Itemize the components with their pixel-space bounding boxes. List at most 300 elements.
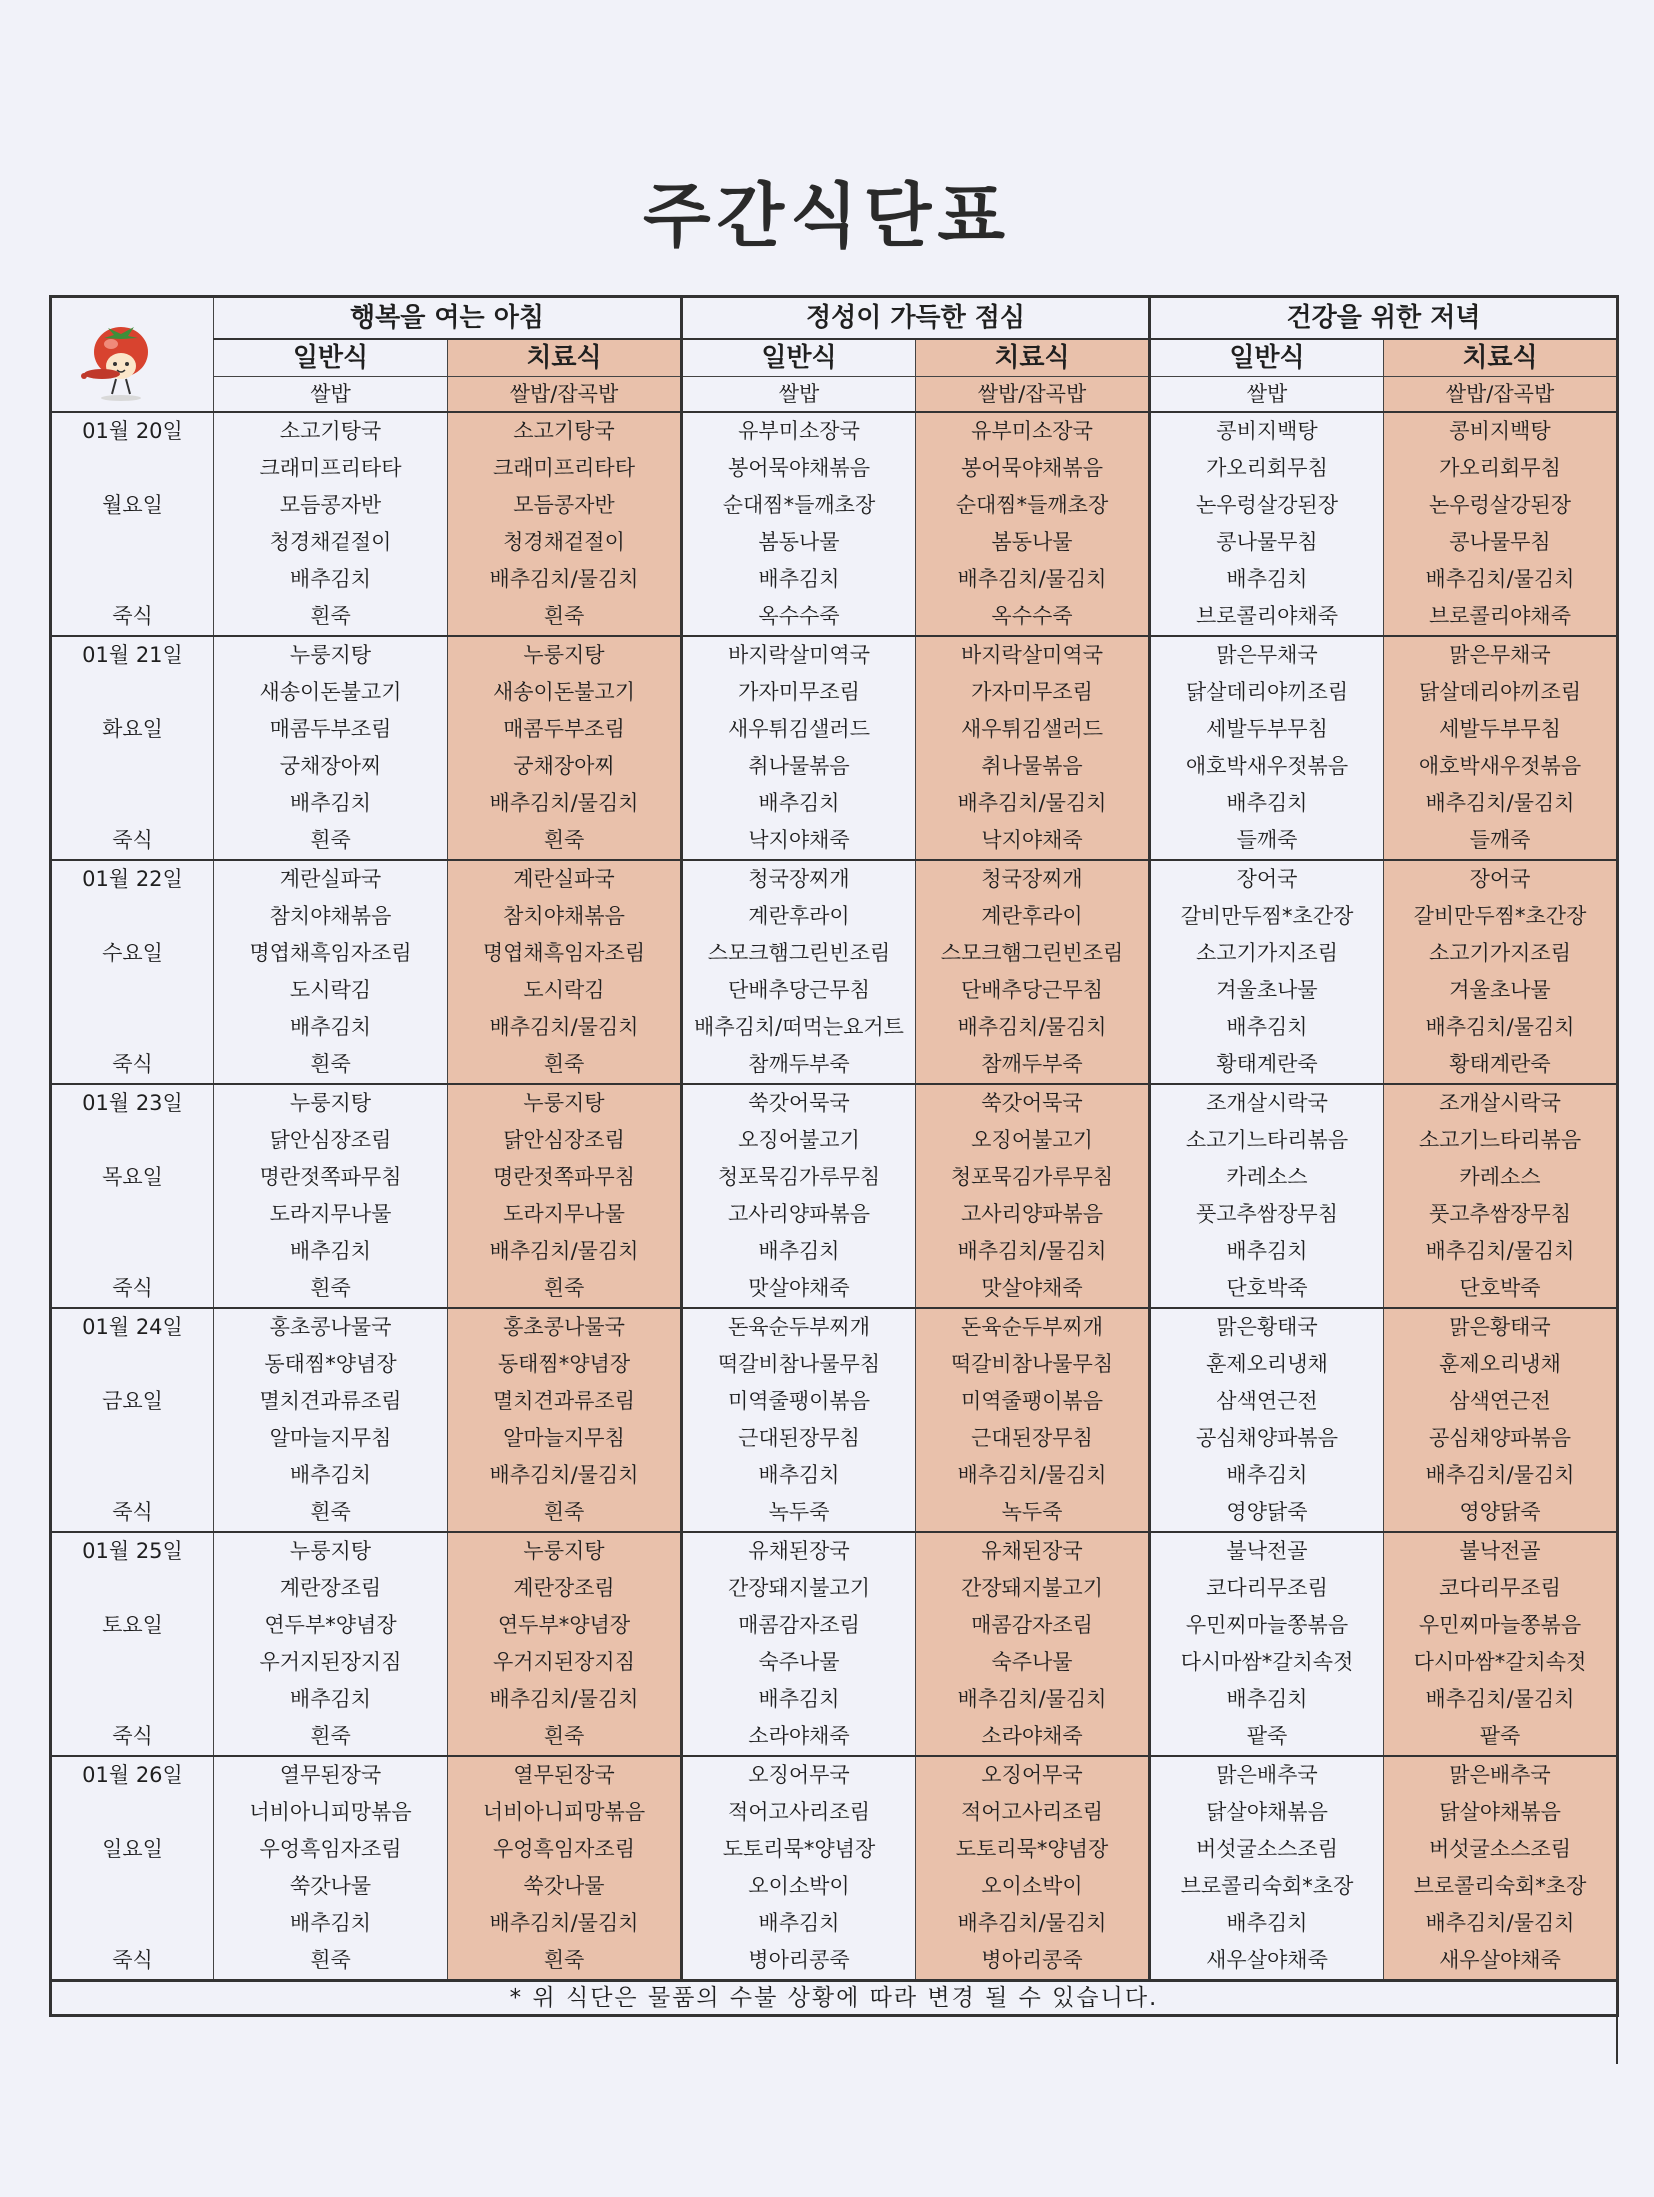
- porridge-label: 죽식: [51, 822, 214, 860]
- weekday-label: 토요일: [51, 1607, 214, 1644]
- regular-menu-item: 크래미프리타타: [214, 450, 448, 487]
- regular-menu-item: 단배추당근무침: [682, 972, 916, 1009]
- regular-menu-item: 배추김치: [682, 785, 916, 822]
- blank-label-cell: [51, 1457, 214, 1494]
- regular-menu-item: 새송이돈불고기: [214, 674, 448, 711]
- menu-row: [51, 1681, 1618, 1718]
- blank-label-cell: [51, 674, 214, 711]
- therapeutic-menu-item: 소라야채죽: [916, 1718, 1150, 1756]
- therapeutic-menu-item: 홍초콩나물국: [448, 1308, 682, 1346]
- blank-label-cell: [51, 1196, 214, 1233]
- therapeutic-menu-item: 카레소스: [1384, 1159, 1618, 1196]
- menu-row: [51, 1196, 1618, 1233]
- therapeutic-menu-item: 배추김치/물김치: [916, 1457, 1150, 1494]
- therapeutic-menu-item: 삼색연근전: [1384, 1383, 1618, 1420]
- regular-menu-item: 훈제오리냉채: [1150, 1346, 1384, 1383]
- menu-row: [51, 1457, 1618, 1494]
- rice-regular: 쌀밥: [1150, 377, 1384, 413]
- regular-menu-item: 근대된장무침: [682, 1420, 916, 1457]
- therapeutic-menu-item: 공심채양파볶음: [1384, 1420, 1618, 1457]
- regular-menu-item: 흰죽: [214, 1494, 448, 1532]
- regular-menu-item: 팥죽: [1150, 1718, 1384, 1756]
- regular-menu-item: 유채된장국: [682, 1532, 916, 1570]
- menu-row: [51, 1420, 1618, 1457]
- therapeutic-menu-item: 닭살데리야끼조림: [1384, 674, 1618, 711]
- regular-menu-item: 동태찜*양념장: [214, 1346, 448, 1383]
- therapeutic-menu-item: 영양닭죽: [1384, 1494, 1618, 1532]
- meal-header-breakfast: 행복을 여는 아침: [214, 297, 682, 340]
- therapeutic-menu-item: 가자미무조림: [916, 674, 1150, 711]
- weekday-label: 금요일: [51, 1383, 214, 1420]
- therapeutic-menu-item: 청국장찌개: [916, 860, 1150, 898]
- therapeutic-menu-item: 불낙전골: [1384, 1532, 1618, 1570]
- porridge-label: 죽식: [51, 1494, 214, 1532]
- regular-menu-item: 청경채겉절이: [214, 524, 448, 561]
- regular-menu-item: 흰죽: [214, 1270, 448, 1308]
- regular-menu-item: 들깨죽: [1150, 822, 1384, 860]
- regular-menu-item: 배추김치: [682, 1457, 916, 1494]
- blank-label-cell: [51, 1681, 214, 1718]
- regular-menu-item: 황태계란죽: [1150, 1046, 1384, 1084]
- regular-menu-item: 쑥갓어묵국: [682, 1084, 916, 1122]
- therapeutic-menu-item: 팥죽: [1384, 1718, 1618, 1756]
- meal-header-row: [51, 297, 1618, 340]
- therapeutic-menu-item: 도라지무나물: [448, 1196, 682, 1233]
- regular-menu-item: 오이소박이: [682, 1868, 916, 1905]
- rice-regular: 쌀밥: [214, 377, 448, 413]
- therapeutic-menu-item: 브로콜리야채죽: [1384, 598, 1618, 636]
- regular-menu-item: 홍초콩나물국: [214, 1308, 448, 1346]
- regular-menu-item: 가오리회무침: [1150, 450, 1384, 487]
- regular-menu-item: 돈육순두부찌개: [682, 1308, 916, 1346]
- regular-menu-item: 병아리콩죽: [682, 1942, 916, 1981]
- menu-row: [51, 1570, 1618, 1607]
- therapeutic-menu-item: 닭살야채볶음: [1384, 1794, 1618, 1831]
- therapeutic-menu-item: 흰죽: [448, 1718, 682, 1756]
- therapeutic-menu-item: 옥수수죽: [916, 598, 1150, 636]
- therapeutic-menu-item: 흰죽: [448, 1270, 682, 1308]
- therapeutic-menu-item: 황태계란죽: [1384, 1046, 1618, 1084]
- blank-label-cell: [51, 748, 214, 785]
- menu-row: [51, 972, 1618, 1009]
- regular-menu-item: 고사리양파볶음: [682, 1196, 916, 1233]
- regular-menu-item: 맑은무채국: [1150, 636, 1384, 674]
- regular-menu-item: 영양닭죽: [1150, 1494, 1384, 1532]
- diet-type-row: [51, 339, 1618, 377]
- regular-menu-item: 배추김치: [214, 1457, 448, 1494]
- therapeutic-menu-item: 다시마쌈*갈치속젓: [1384, 1644, 1618, 1681]
- regular-menu-item: 세발두부무침: [1150, 711, 1384, 748]
- menu-row: [51, 1046, 1618, 1084]
- therapeutic-menu-item: 세발두부무침: [1384, 711, 1618, 748]
- therapeutic-menu-item: 취나물볶음: [916, 748, 1150, 785]
- therapeutic-menu-item: 배추김치/물김치: [1384, 1233, 1618, 1270]
- regular-menu-item: 닭안심장조림: [214, 1122, 448, 1159]
- menu-row: [51, 785, 1618, 822]
- menu-row: [51, 1159, 1618, 1196]
- menu-row: [51, 1831, 1618, 1868]
- date-label: 01월 24일: [51, 1308, 214, 1346]
- regular-menu-item: 소고기느타리볶음: [1150, 1122, 1384, 1159]
- therapeutic-menu-item: 새우튀김샐러드: [916, 711, 1150, 748]
- therapeutic-menu-item: 흰죽: [448, 822, 682, 860]
- therapeutic-menu-item: 참치야채볶음: [448, 898, 682, 935]
- regular-menu-item: 간장돼지불고기: [682, 1570, 916, 1607]
- footnote: * 위 식단은 물품의 수불 상황에 따라 변경 될 수 있습니다.: [51, 1981, 1618, 2016]
- regular-menu-item: 매콤감자조림: [682, 1607, 916, 1644]
- therapeutic-menu-item: 배추김치/물김치: [916, 1905, 1150, 1942]
- footnote-row: [51, 1981, 1618, 2016]
- therapeutic-menu-item: 오이소박이: [916, 1868, 1150, 1905]
- regular-menu-item: 우엉흑임자조림: [214, 1831, 448, 1868]
- blank-label-cell: [51, 1794, 214, 1831]
- therapeutic-menu-item: 멸치견과류조림: [448, 1383, 682, 1420]
- page-edge-line: [1616, 1990, 1618, 2064]
- regular-menu-item: 배추김치: [214, 561, 448, 598]
- regular-menu-item: 명란젓쪽파무침: [214, 1159, 448, 1196]
- date-label: 01월 23일: [51, 1084, 214, 1122]
- menu-row: [51, 860, 1618, 898]
- therapeutic-menu-item: 맑은무채국: [1384, 636, 1618, 674]
- therapeutic-menu-item: 흰죽: [448, 1046, 682, 1084]
- regular-menu-item: 누룽지탕: [214, 636, 448, 674]
- therapeutic-menu-item: 배추김치/물김치: [1384, 1905, 1618, 1942]
- regular-menu-item: 배추김치: [214, 1009, 448, 1046]
- weekday-label: 화요일: [51, 711, 214, 748]
- regular-menu-item: 도시락김: [214, 972, 448, 1009]
- diet-type-therapeutic: 치료식: [448, 339, 682, 377]
- therapeutic-menu-item: 조개살시락국: [1384, 1084, 1618, 1122]
- therapeutic-menu-item: 도토리묵*양념장: [916, 1831, 1150, 1868]
- meal-header-dinner: 건강을 위한 저녁: [1150, 297, 1618, 340]
- diet-type-regular: 일반식: [214, 339, 448, 377]
- therapeutic-menu-item: 콩비지백탕: [1384, 412, 1618, 450]
- regular-menu-item: 새우튀김샐러드: [682, 711, 916, 748]
- therapeutic-menu-item: 누룽지탕: [448, 1532, 682, 1570]
- therapeutic-menu-item: 맛살야채죽: [916, 1270, 1150, 1308]
- menu-row: [51, 1084, 1618, 1122]
- menu-row: [51, 898, 1618, 935]
- therapeutic-menu-item: 오징어불고기: [916, 1122, 1150, 1159]
- therapeutic-menu-item: 배추김치/물김치: [448, 785, 682, 822]
- menu-row: [51, 1942, 1618, 1981]
- regular-menu-item: 배추김치: [682, 1681, 916, 1718]
- therapeutic-menu-item: 누룽지탕: [448, 1084, 682, 1122]
- regular-menu-item: 명엽채흑임자조림: [214, 935, 448, 972]
- therapeutic-menu-item: 들깨죽: [1384, 822, 1618, 860]
- therapeutic-menu-item: 흰죽: [448, 1494, 682, 1532]
- therapeutic-menu-item: 명엽채흑임자조림: [448, 935, 682, 972]
- therapeutic-menu-item: 미역줄팽이볶음: [916, 1383, 1150, 1420]
- regular-menu-item: 바지락살미역국: [682, 636, 916, 674]
- therapeutic-menu-item: 알마늘지무침: [448, 1420, 682, 1457]
- therapeutic-menu-item: 논우렁살강된장: [1384, 487, 1618, 524]
- logo-cell: [51, 297, 214, 413]
- therapeutic-menu-item: 배추김치/물김치: [1384, 1681, 1618, 1718]
- rice-regular: 쌀밥: [682, 377, 916, 413]
- therapeutic-menu-item: 버섯굴소스조림: [1384, 1831, 1618, 1868]
- regular-menu-item: 연두부*양념장: [214, 1607, 448, 1644]
- blank-label-cell: [51, 972, 214, 1009]
- regular-menu-item: 누룽지탕: [214, 1084, 448, 1122]
- menu-row: [51, 1905, 1618, 1942]
- therapeutic-menu-item: 돈육순두부찌개: [916, 1308, 1150, 1346]
- therapeutic-menu-item: 배추김치/물김치: [1384, 785, 1618, 822]
- regular-menu-item: 소라야채죽: [682, 1718, 916, 1756]
- regular-menu-item: 유부미소장국: [682, 412, 916, 450]
- therapeutic-menu-item: 배추김치/물김치: [1384, 561, 1618, 598]
- therapeutic-menu-item: 배추김치/물김치: [448, 1233, 682, 1270]
- therapeutic-menu-item: 매콤감자조림: [916, 1607, 1150, 1644]
- blank-label-cell: [51, 1346, 214, 1383]
- regular-menu-item: 애호박새우젓볶음: [1150, 748, 1384, 785]
- weekly-menu-table: [49, 295, 1619, 2017]
- therapeutic-menu-item: 스모크햄그린빈조림: [916, 935, 1150, 972]
- blank-label-cell: [51, 1868, 214, 1905]
- rice-therapeutic: 쌀밥/잡곡밥: [448, 377, 682, 413]
- therapeutic-menu-item: 크래미프리타타: [448, 450, 682, 487]
- regular-menu-item: 논우렁살강된장: [1150, 487, 1384, 524]
- menu-row: [51, 1756, 1618, 1794]
- blank-label-cell: [51, 1122, 214, 1159]
- regular-menu-item: 우민찌마늘쫑볶음: [1150, 1607, 1384, 1644]
- diet-type-therapeutic: 치료식: [916, 339, 1150, 377]
- therapeutic-menu-item: 맑은배추국: [1384, 1756, 1618, 1794]
- therapeutic-menu-item: 누룽지탕: [448, 636, 682, 674]
- regular-menu-item: 흰죽: [214, 1942, 448, 1981]
- regular-menu-item: 겨울초나물: [1150, 972, 1384, 1009]
- therapeutic-menu-item: 소고기가지조림: [1384, 935, 1618, 972]
- therapeutic-menu-item: 청경채겉절이: [448, 524, 682, 561]
- blank-label-cell: [51, 450, 214, 487]
- menu-row: [51, 1308, 1618, 1346]
- menu-row: [51, 1122, 1618, 1159]
- blank-label-cell: [51, 1644, 214, 1681]
- regular-menu-item: 누룽지탕: [214, 1532, 448, 1570]
- regular-menu-item: 버섯굴소스조림: [1150, 1831, 1384, 1868]
- therapeutic-menu-item: 배추김치/물김치: [448, 1457, 682, 1494]
- therapeutic-menu-item: 흰죽: [448, 1942, 682, 1981]
- therapeutic-menu-item: 배추김치/물김치: [916, 1009, 1150, 1046]
- regular-menu-item: 맑은황태국: [1150, 1308, 1384, 1346]
- weekday-label: 수요일: [51, 935, 214, 972]
- date-label: 01월 22일: [51, 860, 214, 898]
- therapeutic-menu-item: 명란젓쪽파무침: [448, 1159, 682, 1196]
- regular-menu-item: 배추김치: [214, 1681, 448, 1718]
- therapeutic-menu-item: 브로콜리숙회*초장: [1384, 1868, 1618, 1905]
- regular-menu-item: 열무된장국: [214, 1756, 448, 1794]
- regular-menu-item: 맛살야채죽: [682, 1270, 916, 1308]
- regular-menu-item: 스모크햄그린빈조림: [682, 935, 916, 972]
- regular-menu-item: 숙주나물: [682, 1644, 916, 1681]
- therapeutic-menu-item: 낙지야채죽: [916, 822, 1150, 860]
- regular-menu-item: 배추김치: [1150, 1009, 1384, 1046]
- regular-menu-item: 코다리무조림: [1150, 1570, 1384, 1607]
- therapeutic-menu-item: 겨울초나물: [1384, 972, 1618, 1009]
- regular-menu-item: 오징어불고기: [682, 1122, 916, 1159]
- menu-row: [51, 1532, 1618, 1570]
- therapeutic-menu-item: 단호박죽: [1384, 1270, 1618, 1308]
- regular-menu-item: 삼색연근전: [1150, 1383, 1384, 1420]
- therapeutic-menu-item: 배추김치/물김치: [916, 1233, 1150, 1270]
- therapeutic-menu-item: 떡갈비참나물무침: [916, 1346, 1150, 1383]
- diet-type-therapeutic: 치료식: [1384, 339, 1618, 377]
- menu-row: [51, 1009, 1618, 1046]
- therapeutic-menu-item: 우민찌마늘쫑볶음: [1384, 1607, 1618, 1644]
- therapeutic-menu-item: 너비아니피망볶음: [448, 1794, 682, 1831]
- regular-menu-item: 배추김치: [214, 1905, 448, 1942]
- regular-menu-item: 흰죽: [214, 1718, 448, 1756]
- regular-menu-item: 오징어무국: [682, 1756, 916, 1794]
- regular-menu-item: 소고기가지조림: [1150, 935, 1384, 972]
- therapeutic-menu-item: 봉어묵야채볶음: [916, 450, 1150, 487]
- therapeutic-menu-item: 배추김치/물김치: [448, 1009, 682, 1046]
- therapeutic-menu-item: 계란실파국: [448, 860, 682, 898]
- therapeutic-menu-item: 봄동나물: [916, 524, 1150, 561]
- therapeutic-menu-item: 풋고추쌈장무침: [1384, 1196, 1618, 1233]
- menu-row: [51, 822, 1618, 860]
- menu-row: [51, 1383, 1618, 1420]
- therapeutic-menu-item: 근대된장무침: [916, 1420, 1150, 1457]
- therapeutic-menu-item: 연두부*양념장: [448, 1607, 682, 1644]
- therapeutic-menu-item: 배추김치/물김치: [916, 785, 1150, 822]
- regular-menu-item: 콩비지백탕: [1150, 412, 1384, 450]
- therapeutic-menu-item: 우거지된장지짐: [448, 1644, 682, 1681]
- regular-menu-item: 카레소스: [1150, 1159, 1384, 1196]
- regular-menu-item: 참치야채볶음: [214, 898, 448, 935]
- regular-menu-item: 배추김치: [214, 785, 448, 822]
- regular-menu-item: 배추김치: [214, 1233, 448, 1270]
- therapeutic-menu-item: 유채된장국: [916, 1532, 1150, 1570]
- regular-menu-item: 풋고추쌈장무침: [1150, 1196, 1384, 1233]
- therapeutic-menu-item: 순대찜*들깨초장: [916, 487, 1150, 524]
- regular-menu-item: 우거지된장지짐: [214, 1644, 448, 1681]
- therapeutic-menu-item: 적어고사리조림: [916, 1794, 1150, 1831]
- menu-row: [51, 450, 1618, 487]
- regular-menu-item: 모듬콩자반: [214, 487, 448, 524]
- tomato-mascot-icon: [66, 314, 176, 404]
- therapeutic-menu-item: 배추김치/물김치: [448, 1681, 682, 1718]
- blank-label-cell: [51, 1905, 214, 1942]
- menu-row: [51, 598, 1618, 636]
- menu-row: [51, 561, 1618, 598]
- therapeutic-menu-item: 맑은황태국: [1384, 1308, 1618, 1346]
- menu-row: [51, 1644, 1618, 1681]
- porridge-label: 죽식: [51, 1046, 214, 1084]
- blank-label-cell: [51, 1420, 214, 1457]
- therapeutic-menu-item: 병아리콩죽: [916, 1942, 1150, 1981]
- regular-menu-item: 계란장조림: [214, 1570, 448, 1607]
- menu-row: [51, 524, 1618, 561]
- therapeutic-menu-item: 청포묵김가루무침: [916, 1159, 1150, 1196]
- date-label: 01월 20일: [51, 412, 214, 450]
- rice-therapeutic: 쌀밥/잡곡밥: [916, 377, 1150, 413]
- therapeutic-menu-item: 장어국: [1384, 860, 1618, 898]
- menu-row: [51, 1607, 1618, 1644]
- therapeutic-menu-item: 유부미소장국: [916, 412, 1150, 450]
- blank-label-cell: [51, 898, 214, 935]
- menu-row: [51, 1794, 1618, 1831]
- porridge-label: 죽식: [51, 1718, 214, 1756]
- regular-menu-item: 낙지야채죽: [682, 822, 916, 860]
- blank-label-cell: [51, 1570, 214, 1607]
- menu-row: [51, 1718, 1618, 1756]
- regular-menu-item: 순대찜*들깨초장: [682, 487, 916, 524]
- regular-menu-item: 취나물볶음: [682, 748, 916, 785]
- regular-menu-item: 다시마쌈*갈치속젓: [1150, 1644, 1384, 1681]
- regular-menu-item: 쑥갓나물: [214, 1868, 448, 1905]
- therapeutic-menu-item: 도시락김: [448, 972, 682, 1009]
- regular-menu-item: 새우살야채죽: [1150, 1942, 1384, 1981]
- regular-menu-item: 배추김치: [1150, 1681, 1384, 1718]
- therapeutic-menu-item: 새송이돈불고기: [448, 674, 682, 711]
- regular-menu-item: 도라지무나물: [214, 1196, 448, 1233]
- regular-menu-item: 알마늘지무침: [214, 1420, 448, 1457]
- blank-label-cell: [51, 785, 214, 822]
- rice-row: [51, 377, 1618, 413]
- regular-menu-item: 흰죽: [214, 822, 448, 860]
- therapeutic-menu-item: 숙주나물: [916, 1644, 1150, 1681]
- regular-menu-item: 궁채장아찌: [214, 748, 448, 785]
- regular-menu-item: 배추김치: [1150, 1905, 1384, 1942]
- regular-menu-item: 적어고사리조림: [682, 1794, 916, 1831]
- therapeutic-menu-item: 소고기탕국: [448, 412, 682, 450]
- regular-menu-item: 조개살시락국: [1150, 1084, 1384, 1122]
- blank-label-cell: [51, 1233, 214, 1270]
- menu-row: [51, 1270, 1618, 1308]
- therapeutic-menu-item: 가오리회무침: [1384, 450, 1618, 487]
- menu-row: [51, 748, 1618, 785]
- therapeutic-menu-item: 갈비만두찜*초간장: [1384, 898, 1618, 935]
- therapeutic-menu-item: 녹두죽: [916, 1494, 1150, 1532]
- therapeutic-menu-item: 배추김치/물김치: [916, 561, 1150, 598]
- therapeutic-menu-item: 계란장조림: [448, 1570, 682, 1607]
- therapeutic-menu-item: 새우살야채죽: [1384, 1942, 1618, 1981]
- therapeutic-menu-item: 동태찜*양념장: [448, 1346, 682, 1383]
- therapeutic-menu-item: 바지락살미역국: [916, 636, 1150, 674]
- regular-menu-item: 옥수수죽: [682, 598, 916, 636]
- menu-row: [51, 487, 1618, 524]
- diet-type-regular: 일반식: [682, 339, 916, 377]
- regular-menu-item: 매콤두부조림: [214, 711, 448, 748]
- therapeutic-menu-item: 배추김치/물김치: [1384, 1009, 1618, 1046]
- regular-menu-item: 멸치견과류조림: [214, 1383, 448, 1420]
- regular-menu-item: 콩나물무침: [1150, 524, 1384, 561]
- weekday-label: 일요일: [51, 1831, 214, 1868]
- menu-row: [51, 412, 1618, 450]
- therapeutic-menu-item: 참깨두부죽: [916, 1046, 1150, 1084]
- regular-menu-item: 소고기탕국: [214, 412, 448, 450]
- therapeutic-menu-item: 흰죽: [448, 598, 682, 636]
- regular-menu-item: 참깨두부죽: [682, 1046, 916, 1084]
- date-label: 01월 26일: [51, 1756, 214, 1794]
- regular-menu-item: 닭살데리야끼조림: [1150, 674, 1384, 711]
- regular-menu-item: 배추김치: [682, 1905, 916, 1942]
- regular-menu-item: 도토리묵*양념장: [682, 1831, 916, 1868]
- regular-menu-item: 배추김치: [682, 561, 916, 598]
- regular-menu-item: 맑은배추국: [1150, 1756, 1384, 1794]
- meal-header-lunch: 정성이 가득한 점심: [682, 297, 1150, 340]
- regular-menu-item: 봉어묵야채볶음: [682, 450, 916, 487]
- regular-menu-item: 장어국: [1150, 860, 1384, 898]
- regular-menu-item: 브로콜리야채죽: [1150, 598, 1384, 636]
- therapeutic-menu-item: 소고기느타리볶음: [1384, 1122, 1618, 1159]
- therapeutic-menu-item: 계란후라이: [916, 898, 1150, 935]
- page-title: 주간식단표: [642, 175, 1012, 257]
- menu-row: [51, 1494, 1618, 1532]
- therapeutic-menu-item: 콩나물무침: [1384, 524, 1618, 561]
- therapeutic-menu-item: 고사리양파볶음: [916, 1196, 1150, 1233]
